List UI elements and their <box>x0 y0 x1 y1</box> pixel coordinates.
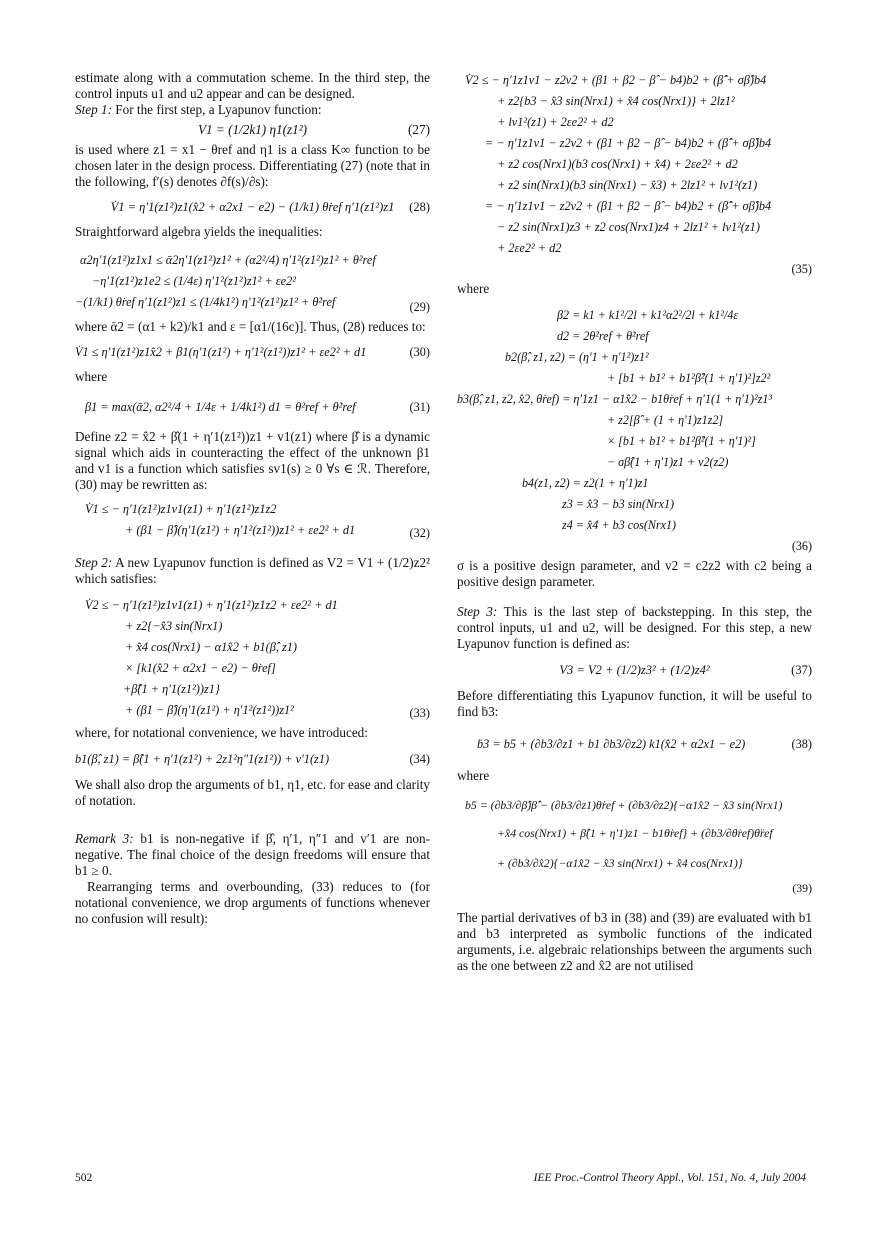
equation-39-line-2: +x̂4 cos(Nrx1) + β̂(1 + η′1)z1 − b1θ̇ref} + (∂b3/∂θ̇ref)θ̈ref <box>497 826 773 840</box>
equation-36-line-9: b4(z1, z2) = z2(1 + η′1)z1 <box>522 476 649 490</box>
step1-text: For the first step, a Lyapunov function: <box>115 102 322 117</box>
step2-text: A new Lyapunov function is defined as V2 = V1 + (1/2)z2² which satisfies: <box>75 555 430 586</box>
equation-36-line-6: + z2[β̂ + (1 + η′1)z1z2] <box>607 413 724 427</box>
equation-29-line-1: α2η′1(z1²)z1x1 ≤ ᾱ2η′1(z1²)z1² + (α2²/4) η′1²(z1²)z1² + θ²ref <box>80 253 376 267</box>
equation-39-line-3: + (∂b3/∂x̂2){−α1x̂2 − x̂3 sin(Nrx1) + x̂4 cos(Nrx1)} <box>497 856 743 870</box>
equation-37-number: (37) <box>791 663 812 677</box>
paragraph-partial-derivatives: The partial derivatives of b3 in (38) and (39) are evaluated with b1 and b3 interpreted as symbolic functions of the indicated arguments, i.e. algebraic relationships between the arguments such as the one between z2 and x̂2 are not utilised <box>457 910 812 973</box>
step2-paragraph <box>75 555 430 587</box>
remark-3-paragraph <box>75 831 430 879</box>
equation-36-line-8: − σβ̂(1 + η′1)z1 + v2(z2) <box>607 455 729 469</box>
right-column <box>457 70 812 974</box>
paragraph-define: Define z2 = x̂2 + β̂(1 + η′1(z1²))z1 + v1(z1) where β̂ is a dynamic signal which aids in counteracting the effect of the unknown β1 and v1 is a function which satisfies sv1(s) ≥ 0 ∀s ∈ ℛ. Therefore, (30) may be rewritten as: <box>75 429 430 492</box>
equation-39 <box>457 784 812 900</box>
equation-36-line-7: × [b1 + b1² + b1²β̂²(1 + η′1)²] <box>607 434 756 448</box>
equation-35-line-6: + z2 sin(Nrx1)(b3 sin(Nrx1) − x̂3) + 2lz1² + lv1²(z1) <box>497 178 758 192</box>
equation-30-body: V̇1 ≤ η′1(z1²)z1x̂2 + β1(η′1(z1²) + η′1²(z1²))z1² + εe2² + d1 <box>75 345 367 359</box>
equation-27 <box>75 118 430 142</box>
step3-heading: Step 3: <box>457 604 498 619</box>
equation-27-number: (27) <box>408 122 430 137</box>
paragraph-straightforward: Straightforward algebra yields the inequalities: <box>75 224 323 239</box>
equation-33-number: (33) <box>409 706 430 720</box>
equation-27-body: V1 = (1/2k1) η1(z1²) <box>197 122 308 137</box>
equation-35 <box>457 70 812 281</box>
equation-38-number: (38) <box>791 737 812 751</box>
equation-34-number: (34) <box>409 752 430 766</box>
equation-28-body: V̇1 = η′1(z1²)z1(x̂2 + α2x1 − e2) − (1/k1) θ̇ref η′1(z1²)z1 <box>110 200 395 214</box>
equation-35-number: (35) <box>791 262 812 276</box>
paragraph-before-differentiating: Before differentiating this Lyapunov function, it will be useful to find ḃ3: <box>457 688 812 719</box>
equation-32-line-2: + (β1 − β̂)(η′1(z1²) + η′1²(z1²))z1² + εe2² + d1 <box>125 523 356 537</box>
equation-35-line-8: − z2 sin(Nrx1)z3 + z2 cos(Nrx1)z4 + 2lz1² + lv1²(z1) <box>497 220 760 234</box>
equation-29-number: (29) <box>409 300 430 314</box>
remark-3-text: b1 is non-negative if β̂, η′1, η″1 and v′1 are non-negative. The final choice of the design freedoms will ensure that b1 ≥ 0. <box>75 831 430 878</box>
equation-39-number: (39) <box>792 881 812 895</box>
equation-36 <box>457 297 812 558</box>
equation-34 <box>75 741 430 777</box>
equation-36-line-3: b2(β̂, z1, z2) = (η′1 + η′1²)z1² <box>505 350 649 364</box>
equation-35-line-1: V̇2 ≤ − η′1z1v1 − z2v2 + (β1 + β2 − β̂ − b4)b2 + (β̂̇ + σβ̂)b4 <box>465 73 767 87</box>
paragraph-after-27: is used where z1 = x1 − θref and η1 is a class K∞ function to be chosen later in the design process. Differentiating (27) (note that in the following, f′(s) denotes ∂f(s)/∂s): <box>75 142 430 189</box>
equation-32-number: (32) <box>409 526 430 540</box>
journal-citation: IEE Proc.-Control Theory Appl., Vol. 151, No. 4, July 2004 <box>533 1172 806 1184</box>
equation-34-body: b1(β̂, z1) = β̂(1 + η′1(z1²) + 2z1²η″1(z1²)) + v′1(z1) <box>75 752 330 766</box>
equation-35-line-2: + z2{b3 − x̂3 sin(Nrx1) + x̂4 cos(Nrx1)} + 2lz1² <box>497 94 735 108</box>
step2-heading: Step 2: <box>75 555 113 570</box>
paragraph-where-30: where <box>75 369 108 384</box>
equation-29-line-3: −(1/k1) θ̇ref η′1(z1²)z1 ≤ (1/4k1²) η′1²(z1²)z1² + θ̇²ref <box>75 295 336 309</box>
equation-33-line-6: + (β1 − β̂)(η′1(z1²) + η′1²(z1²))z1² <box>125 703 294 717</box>
page-number: 502 <box>75 1172 93 1184</box>
equation-28-number: (28) <box>409 200 430 214</box>
equation-33-line-5: +β̂̇(1 + η′1(z1²))z1} <box>123 682 220 696</box>
equation-35-line-4: = − η′1z1v1 − z2v2 + (β1 + β2 − β̂ − b4)b2 + (β̂̇ + σβ̂)b4 <box>485 136 772 150</box>
paragraph-where-29: where ᾱ2 = (α1 + k2)/k1 and ε = [α1/(16c)]. Thus, (28) reduces to: <box>75 319 426 334</box>
equation-33-line-3: + x̂4 cos(Nrx1) − α1x̂2 + b1(β̂, z1) <box>125 640 298 654</box>
remark-3-heading: Remark 3: <box>75 831 134 846</box>
paragraph-sigma: σ is a positive design parameter, and v2 = c2z2 with c2 being a positive design parameter. <box>457 558 812 589</box>
equation-31-number: (31) <box>409 400 430 414</box>
equation-31-body: β1 = max(ᾱ2, α2²/4 + 1/4ε + 1/4k1²) d1 = θ²ref + θ̇²ref <box>85 400 356 414</box>
equation-36-line-2: d2 = 2θ²ref + θ̇²ref <box>557 329 649 343</box>
equation-28 <box>75 190 430 224</box>
equation-35-line-5: + z2 cos(Nrx1)(b3 cos(Nrx1) + x̂4) + 2εe2² + d2 <box>497 157 738 171</box>
paragraph-intro: estimate along with a commutation scheme. In the third step, the control inputs u1 and u2 appear and can be designed. <box>75 70 430 101</box>
step3-text: This is the last step of backstepping. In this step, the control inputs, u1 and u2, will be designed. For this step, a new Lyapunov function is defined as: <box>457 604 812 651</box>
equation-35-line-3: + lv1²(z1) + 2εe2² + d2 <box>497 115 614 129</box>
equation-33-line-2: + z2{−x̂3 sin(Nrx1) <box>125 619 223 633</box>
equation-30-number: (30) <box>409 345 430 359</box>
equation-29-line-2: −η′1(z1²)z1e2 ≤ (1/4ε) η′1²(z1²)z1² + εe2² <box>92 274 296 288</box>
paragraph-where-38: where <box>457 768 490 783</box>
equation-36-line-4: + [b1 + b1² + b1²β̂²(1 + η′1)²]z2² <box>607 371 771 385</box>
paragraph-rearranging: Rearranging terms and overbounding, (33) reduces to (for notational convenience, we drop arguments of functions whenever no confusion will result): <box>75 879 430 926</box>
equation-36-number: (36) <box>791 539 812 553</box>
paragraph-where-33: where, for notational convenience, we have introduced: <box>75 725 368 740</box>
equation-37-body: V3 = V2 + (1/2)z3² + (1/2)z4² <box>559 663 710 677</box>
paragraph-drop-arguments: We shall also drop the arguments of b1, η1, etc. for ease and clarity of notation. <box>75 777 430 808</box>
paragraph-where-35: where <box>457 281 490 296</box>
equation-35-line-9: + 2εe2² + d2 <box>497 241 562 255</box>
equation-35-line-7: = − η′1z1v1 − z2v2 + (β1 + β2 − β̂ − b4)b2 + (β̂̇ + σβ̂)b4 <box>485 199 772 213</box>
equation-36-line-10: z3 = x̂3 − b3 sin(Nrx1) <box>562 497 675 511</box>
equation-31 <box>75 385 430 429</box>
equation-36-line-11: z4 = x̂4 + b3 cos(Nrx1) <box>562 518 677 532</box>
equation-33-line-1: V̇2 ≤ − η′1(z1²)z1v1(z1) + η′1(z1²)z1z2 + εe2² + d1 <box>85 598 338 612</box>
equation-33 <box>75 587 430 725</box>
equation-38-body: ḃ3 = b5 + (∂b3/∂z1 + b1 ∂b3/∂z2) k1(x̂2 + α2x1 − e2) <box>477 737 746 751</box>
equation-33-line-4: × [k1(x̂2 + α2x1 − e2) − θ̇ref] <box>125 661 276 675</box>
left-column <box>75 70 430 927</box>
step1-paragraph <box>75 102 430 118</box>
equation-37 <box>457 652 812 688</box>
equation-32 <box>75 493 430 545</box>
equation-29 <box>75 240 430 319</box>
equation-32-line-1: V̇1 ≤ − η′1(z1²)z1v1(z1) + η′1(z1²)z1z2 <box>85 502 277 516</box>
equation-39-line-1: b5 = (∂b3/∂β̂)β̂̇ − (∂b3/∂z1)θ̇ref + (∂b3/∂z2){−α1x̂2 − x̂3 sin(Nrx1) <box>465 798 783 812</box>
step3-paragraph <box>457 604 812 652</box>
equation-38 <box>457 720 812 768</box>
equation-36-line-5: b3(β̂, z1, z2, x̂2, θ̇ref) = η′1z1 − α1x̂2 − b1θ̇ref + η′1(1 + η′1)²z1³ <box>457 392 773 406</box>
equation-36-line-1: β2 = k1 + k1²/2l + k1²α2²/2l + k1²/4ε <box>557 308 739 322</box>
step1-heading: Step 1: <box>75 102 112 117</box>
equation-30 <box>75 335 430 369</box>
